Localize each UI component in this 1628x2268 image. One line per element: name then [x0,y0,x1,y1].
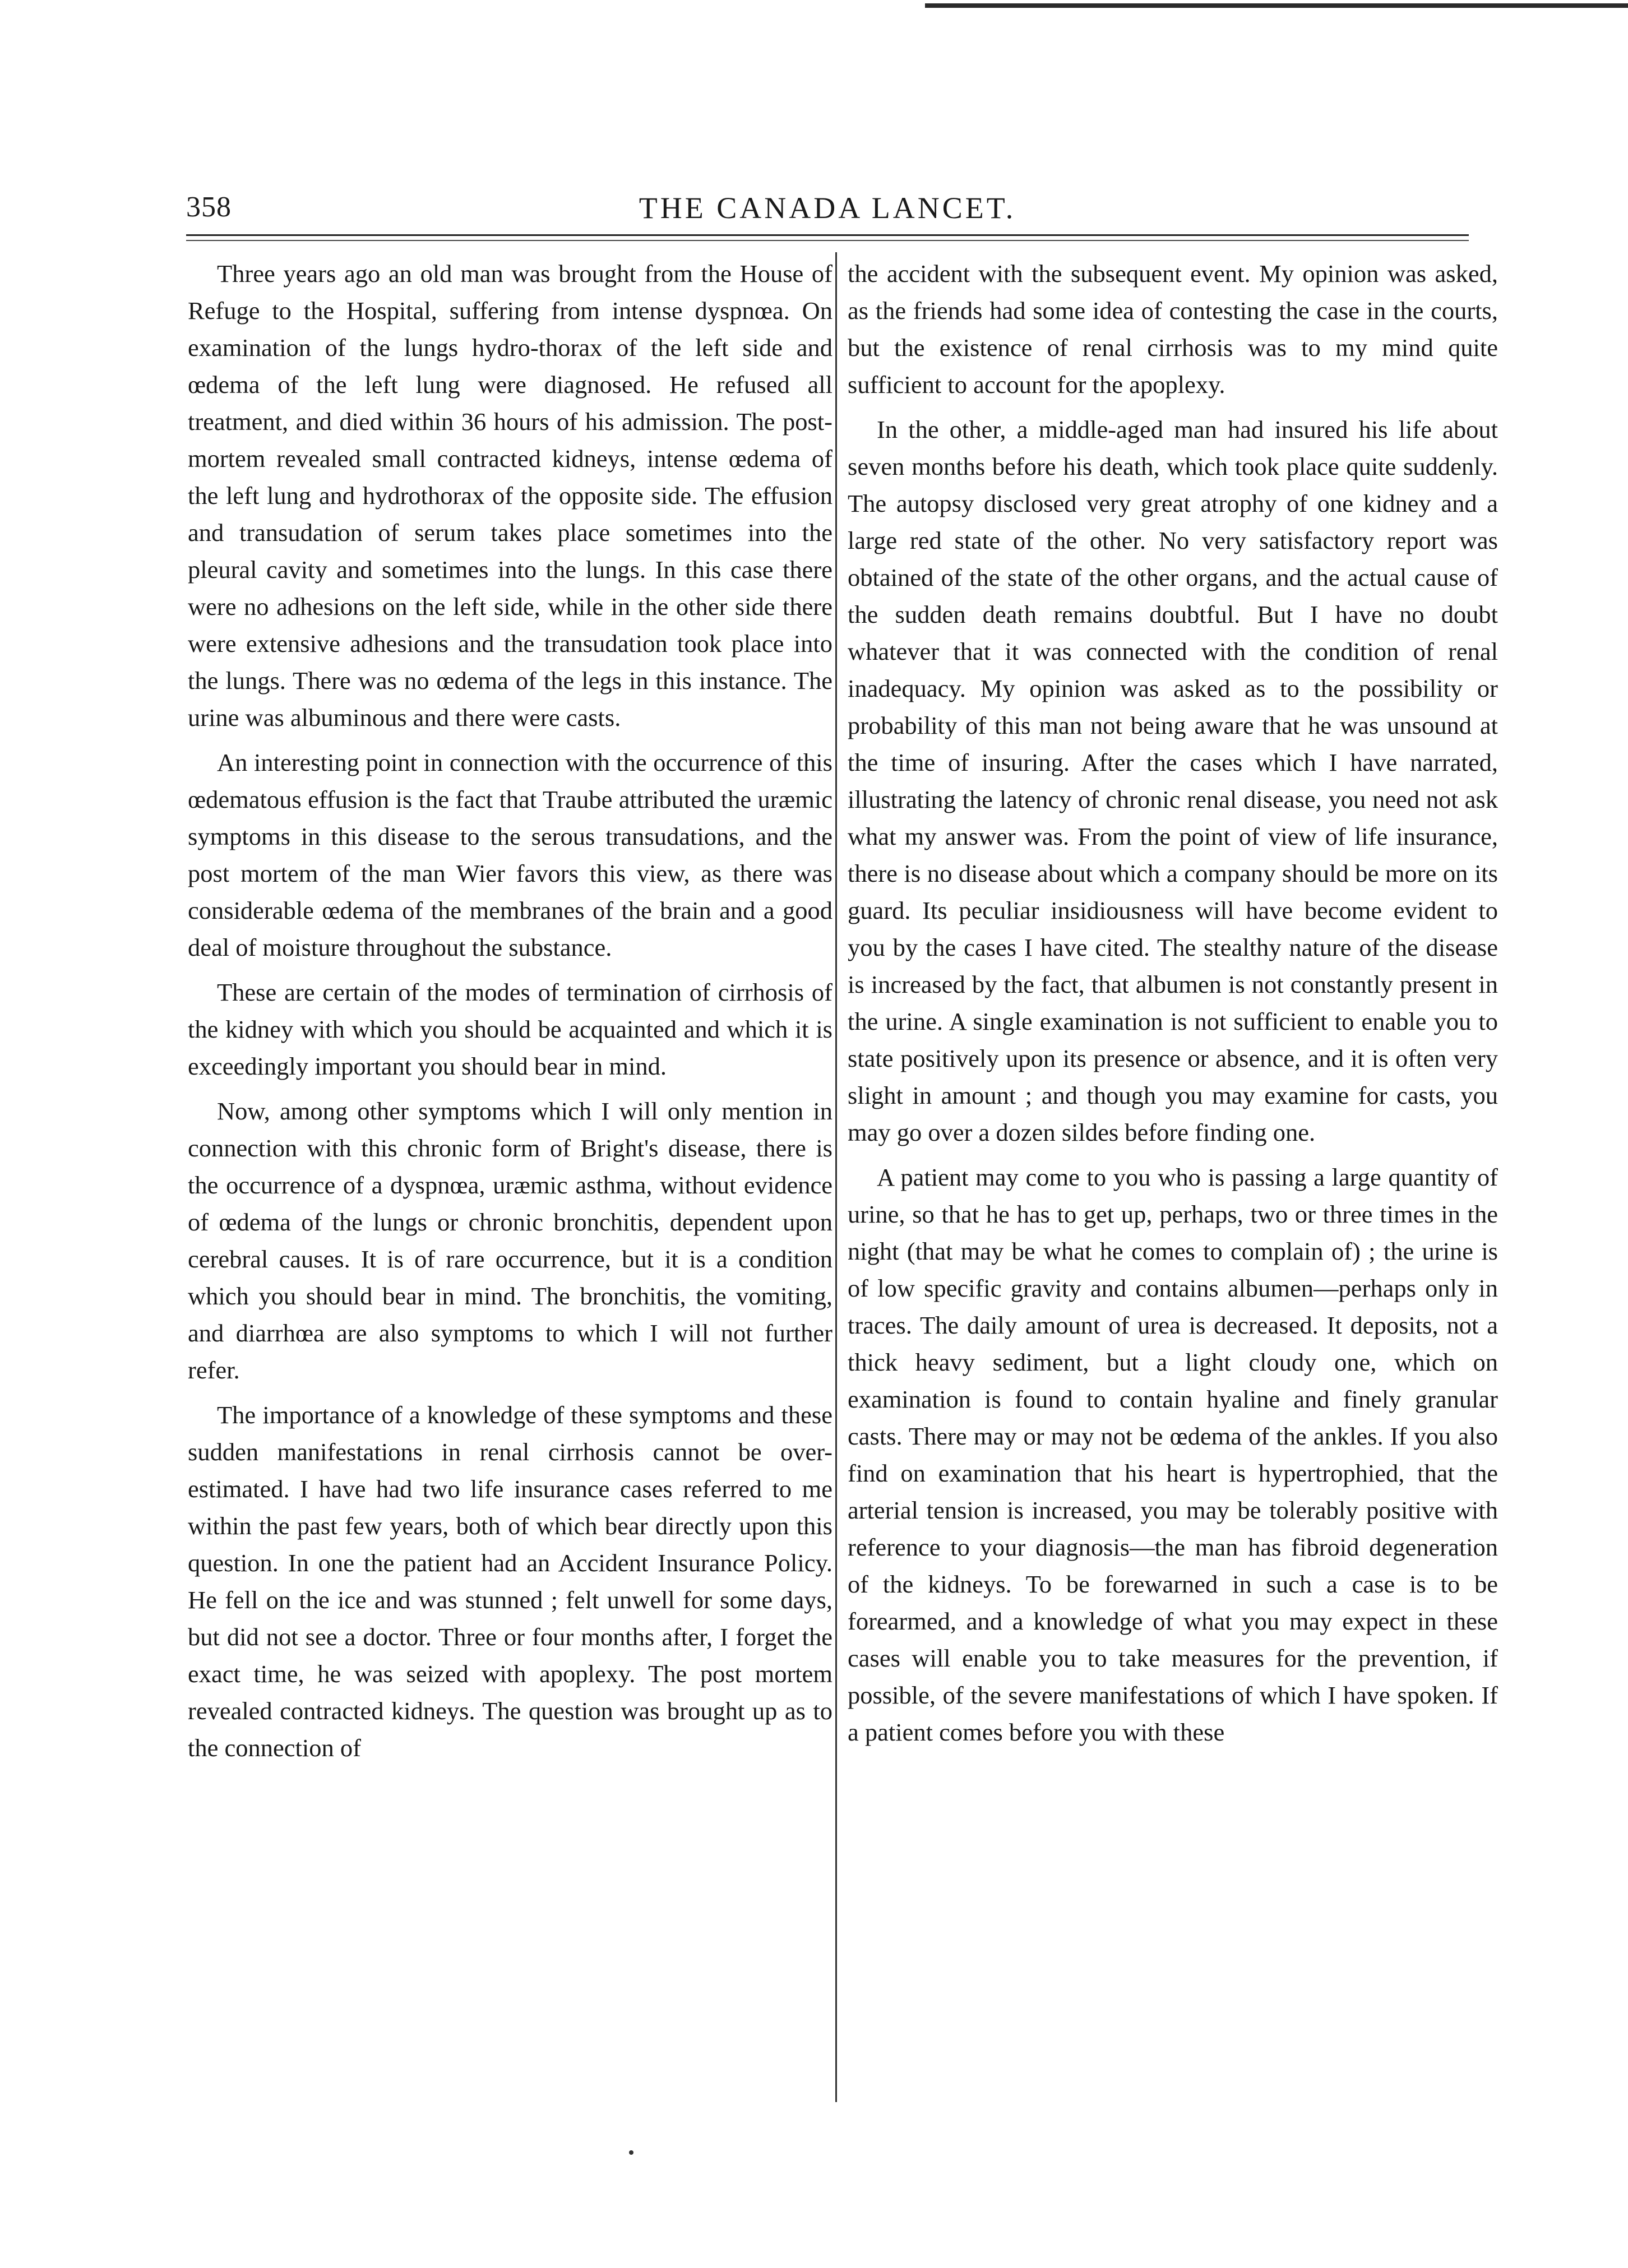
print-speck [629,2150,633,2155]
paragraph: Now, among other symptoms which I will only mention in connection with this chronic form of Bright's disease, there is the occurrence of a dyspnœa, uræmic asthma, without evidence of œdema of the lungs or chronic bronchitis, dependent upon cerebral causes. It is of rare occurrence, but it is a condition which you should bear in mind. The bronchitis, the vomiting, and diarrhœa are also symptoms to which I will not further refer. [188,1097,832,1384]
paragraph: An interesting point in connection with the occurrence of this œdematous effusion is the fact that Traube attributed the uræmic symptoms in this disease to the serous transudations, and the post mortem of the man Wier favors this view, as there was considerable œdema of the membranes of the brain and a good deal of moisture throughout the substance. [188,748,832,961]
left-column [188,255,832,1774]
page-header [186,191,1469,237]
paragraph: Three years ago an old man was brought from the House of Refuge to the Hospital, suffering from intense dyspnœa. On examination of the lungs hydro-thorax of the left side and œdema of the left lung were diagnosed. He refused all treatment, and died within 36 hours of his admission. The post-mortem revealed small contracted kidneys, intense œdema of the left lung and hydrothorax of the opposite side. The effusion and transudation of serum takes place sometimes into the pleural cavity and sometimes into the lungs. In this case there were no adhesions on the left side, while in the other side there were extensive adhesions and the transudation took place into the lungs. There was no œdema of the legs in this instance. The urine was albuminous and there were casts. [188,260,832,732]
paragraph: These are certain of the modes of termination of cirrhosis of the kidney with which you should be acquainted and which it is exceedingly important you should bear in mind. [188,978,832,1080]
column-divider [835,252,837,2102]
paragraph: In the other, a middle-aged man had insured his life about seven months before his death, which took place quite suddenly. The autopsy disclosed very great atrophy of one kidney and a large red state of the other. No very satisfactory report was obtained of the state of the other organs, and the actual cause of the sudden death remains doubtful. But I have no doubt whatever that it was connected with the condition of renal inadequacy. My opinion was asked as to the possibility or probability of this man not being aware that he was unsound at the time of insuring. After the cases which I have narrated, illustrating the latency of chronic renal disease, you need not ask what my answer was. From the point of view of life insurance, there is no disease about which a company should be more on its guard. Its peculiar insidiousness will have become evident to you by the cases I have cited. The stealthy nature of the disease is increased by the fact, that albumen is not constantly present in the urine. A single examination is not sufficient to enable you to state positively upon its presence or absence, and it is often very slight in amount ; and though you may examine for casts, you may go over a dozen sildes before finding one. [848,415,1498,1146]
page-number: 358 [186,191,232,223]
paragraph-continuation: the accident with the subsequent event. My opinion was asked, as the friends had some idea of contesting the case in the courts, but the existence of renal cirrhosis was to my mind quite sufficient to account for the apoplexy. [848,260,1498,399]
top-edge-rule [925,3,1628,8]
header-rule-secondary [186,240,1469,241]
paragraph: The importance of a knowledge of these symptoms and these sudden manifestations in renal cirrhosis cannot be over-estimated. I have had two life insurance cases referred to me within the past few years, both of which bear directly upon this question. In one the patient had an Accident Insurance Policy. He fell on the ice and was stunned ; felt unwell for some days, but did not see a doctor. Three or four months after, I forget the exact time, he was seized with apoplexy. The post mortem revealed contracted kidneys. The question was brought up as to the connection of [188,1401,832,1762]
paragraph: A patient may come to you who is passing a large quantity of urine, so that he has to get up, perhaps, two or three times in the night (that may be what he comes to complain of) ; the urine is of low specific gravity and contains albumen—perhaps only in traces. The daily amount of urea is decreased. It deposits, not a thick heavy sediment, but a light cloudy one, which on examination is found to contain hyaline and finely granular casts. There may or may not be œdema of the ankles. If you also find on examination that his heart is hypertrophied, that the arterial tension is increased, you may be tolerably positive with reference to your diagnosis—the man has fibroid degeneration of the kidneys. To be forewarned in such a case is to be forearmed, and a knowledge of what you may expect in these cases will enable you to take measures for the prevention, if possible, of the severe manifestations of which I have spoken. If a patient comes before you with these [848,1163,1498,1746]
right-column [848,255,1498,1758]
running-title: THE CANADA LANCET. [639,191,1016,225]
header-rule [186,234,1469,236]
